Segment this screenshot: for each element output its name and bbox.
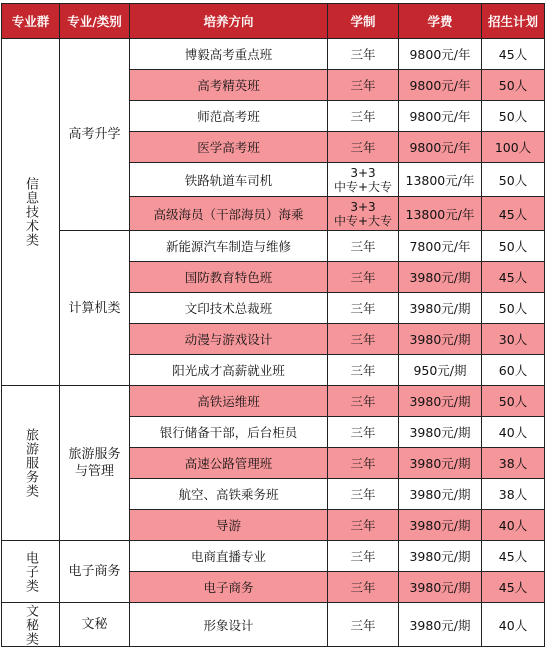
years-cell: 三年 bbox=[328, 101, 399, 132]
enrollment-table bbox=[1, 3, 545, 647]
plan-cell: 50人 bbox=[482, 101, 545, 132]
table-header-row bbox=[2, 4, 545, 39]
plan-cell: 30人 bbox=[482, 324, 545, 355]
years-cell: 三年 bbox=[328, 541, 399, 572]
category-cell: 电子商务 bbox=[60, 541, 130, 603]
fee-cell: 3980元/期 bbox=[399, 448, 482, 479]
direction-cell: 高速公路管理班 bbox=[130, 448, 328, 479]
plan-cell: 45人 bbox=[482, 197, 545, 231]
direction-cell: 高级海员（干部海员）海乘 bbox=[130, 197, 328, 231]
years-cell: 三年 bbox=[328, 293, 399, 324]
years-cell: 三年 bbox=[328, 39, 399, 70]
fee-cell: 9800元/年 bbox=[399, 70, 482, 101]
category-line: 与管理 bbox=[74, 464, 114, 479]
years-cell: 三年 bbox=[328, 324, 399, 355]
fee-cell: 3980元/期 bbox=[399, 479, 482, 510]
header-category: 专业/类别 bbox=[60, 4, 130, 39]
years-cell: 三年 bbox=[328, 231, 399, 262]
years-cell: 三年 bbox=[328, 510, 399, 541]
direction-cell: 高考精英班 bbox=[130, 70, 328, 101]
table-row bbox=[2, 603, 545, 647]
group-cell: 旅游服务类 bbox=[2, 386, 60, 541]
fee-cell: 9800元/年 bbox=[399, 101, 482, 132]
plan-cell: 50人 bbox=[482, 231, 545, 262]
plan-cell: 45人 bbox=[482, 39, 545, 70]
years-line: 中专+大专 bbox=[333, 213, 393, 228]
table-row bbox=[2, 39, 545, 70]
years-cell: 三年 bbox=[328, 355, 399, 386]
fee-cell: 13800元/年 bbox=[399, 197, 482, 231]
group-cell: 信息技术类 bbox=[2, 39, 60, 386]
category-cell: 文秘 bbox=[60, 603, 130, 647]
plan-cell: 38人 bbox=[482, 479, 545, 510]
direction-cell: 国防教育特色班 bbox=[130, 262, 328, 293]
fee-cell: 13800元/年 bbox=[399, 163, 482, 197]
years-cell bbox=[328, 197, 399, 231]
fee-cell: 3980元/期 bbox=[399, 324, 482, 355]
group-cell: 电子类 bbox=[2, 541, 60, 603]
fee-cell: 3980元/期 bbox=[399, 417, 482, 448]
table-row bbox=[2, 231, 545, 262]
plan-cell: 50人 bbox=[482, 70, 545, 101]
header-fee: 学费 bbox=[399, 4, 482, 39]
header-plan: 招生计划 bbox=[482, 4, 545, 39]
years-line: 3+3 bbox=[350, 165, 376, 180]
direction-cell: 师范高考班 bbox=[130, 101, 328, 132]
direction-cell: 阳光成才高薪就业班 bbox=[130, 355, 328, 386]
header-direction: 培养方向 bbox=[130, 4, 328, 39]
fee-cell: 3980元/期 bbox=[399, 603, 482, 647]
plan-cell: 100人 bbox=[482, 132, 545, 163]
plan-cell: 60人 bbox=[482, 355, 545, 386]
plan-cell: 45人 bbox=[482, 572, 545, 603]
plan-cell: 40人 bbox=[482, 603, 545, 647]
fee-cell: 3980元/期 bbox=[399, 262, 482, 293]
direction-cell: 航空、高铁乘务班 bbox=[130, 479, 328, 510]
plan-cell: 40人 bbox=[482, 510, 545, 541]
direction-cell: 动漫与游戏设计 bbox=[130, 324, 328, 355]
direction-cell: 医学高考班 bbox=[130, 132, 328, 163]
direction-cell: 导游 bbox=[130, 510, 328, 541]
fee-cell: 7800元/年 bbox=[399, 231, 482, 262]
direction-cell: 电商直播专业 bbox=[130, 541, 328, 572]
years-cell: 三年 bbox=[328, 479, 399, 510]
fee-cell: 3980元/期 bbox=[399, 572, 482, 603]
fee-cell: 3980元/期 bbox=[399, 510, 482, 541]
category-cell: 高考升学 bbox=[60, 39, 130, 231]
fee-cell: 9800元/年 bbox=[399, 132, 482, 163]
plan-cell: 45人 bbox=[482, 541, 545, 572]
table-row bbox=[2, 386, 545, 417]
plan-cell: 40人 bbox=[482, 417, 545, 448]
plan-cell: 50人 bbox=[482, 386, 545, 417]
direction-cell: 银行储备干部，后台柜员 bbox=[130, 417, 328, 448]
direction-cell: 形象设计 bbox=[130, 603, 328, 647]
direction-cell: 文印技术总裁班 bbox=[130, 293, 328, 324]
fee-cell: 950元/期 bbox=[399, 355, 482, 386]
group-cell: 文秘类 bbox=[2, 603, 60, 647]
plan-cell: 50人 bbox=[482, 293, 545, 324]
direction-cell: 电子商务 bbox=[130, 572, 328, 603]
years-cell: 三年 bbox=[328, 417, 399, 448]
fee-cell: 3980元/期 bbox=[399, 386, 482, 417]
table-row bbox=[2, 541, 545, 572]
years-cell: 三年 bbox=[328, 132, 399, 163]
plan-cell: 38人 bbox=[482, 448, 545, 479]
header-group: 专业群 bbox=[2, 4, 60, 39]
direction-cell: 高铁运维班 bbox=[130, 386, 328, 417]
header-years: 学制 bbox=[328, 4, 399, 39]
category-line: 旅游服务 bbox=[68, 447, 121, 462]
direction-cell: 博毅高考重点班 bbox=[130, 39, 328, 70]
direction-cell: 新能源汽车制造与维修 bbox=[130, 231, 328, 262]
fee-cell: 3980元/期 bbox=[399, 541, 482, 572]
years-cell bbox=[328, 163, 399, 197]
fee-cell: 9800元/年 bbox=[399, 39, 482, 70]
years-cell: 三年 bbox=[328, 262, 399, 293]
years-cell: 三年 bbox=[328, 70, 399, 101]
direction-cell: 铁路轨道车司机 bbox=[130, 163, 328, 197]
years-cell: 三年 bbox=[328, 448, 399, 479]
years-line: 中专+大专 bbox=[333, 179, 393, 194]
category-cell bbox=[60, 386, 130, 541]
years-line: 3+3 bbox=[350, 199, 376, 214]
fee-cell: 3980元/期 bbox=[399, 293, 482, 324]
plan-cell: 50人 bbox=[482, 163, 545, 197]
years-cell: 三年 bbox=[328, 603, 399, 647]
years-cell: 三年 bbox=[328, 572, 399, 603]
category-cell: 计算机类 bbox=[60, 231, 130, 386]
plan-cell: 45人 bbox=[482, 262, 545, 293]
years-cell: 三年 bbox=[328, 386, 399, 417]
